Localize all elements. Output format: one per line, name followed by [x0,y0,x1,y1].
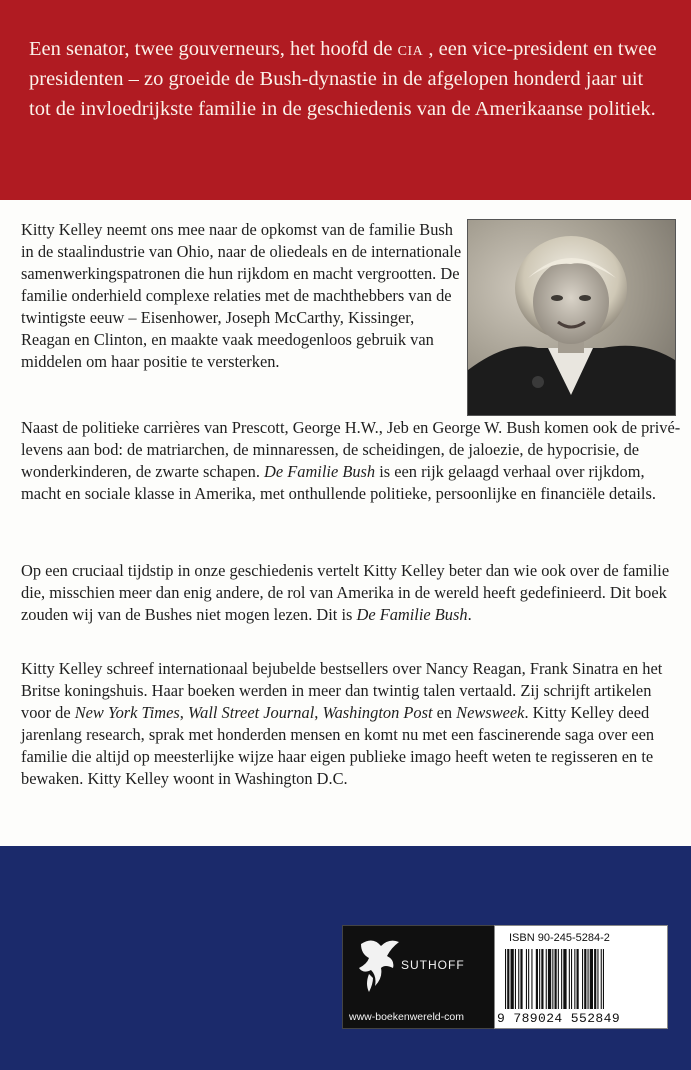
barcode-bar [561,949,562,1009]
barcode-bar [528,949,529,1009]
barcode-bar [603,949,604,1009]
publisher-url: www-boekenwereld-com [349,1011,464,1023]
publication-newsweek: Newsweek [456,703,525,722]
barcode-bar [590,949,593,1009]
barcode-bar [563,949,566,1009]
book-title: De Familie Bush [264,462,376,481]
barcode-bar [546,949,547,1009]
barcode-bar [536,949,538,1009]
author-photo [467,219,676,416]
book-title: De Familie Bush [356,605,468,624]
red-band [0,0,691,200]
publication-nyt: New York Times [74,703,180,722]
publication-wsj: Wall Street Journal [187,703,315,722]
blurb-text: Een senator, twee gouverneurs, het hoofd de cia , een vice-president en twee presidenten – zo groeide de Bush-dynastie in de afgelopen honderd jaar uit tot de invloedrijkste familie in de geschiedenis van de Amerikaanse politiek. [29,38,657,120]
barcode-bar [518,949,519,1009]
barcode-bar [511,949,514,1009]
barcode-bar [541,949,543,1009]
barcode-box [494,925,668,1029]
barcode-bar [507,949,509,1009]
barcode-bar [577,949,579,1009]
barcode-bar [574,949,575,1009]
barcode [505,949,657,1009]
barcode-bar [505,949,506,1009]
barcode-bar [515,949,516,1009]
barcode-bar [569,949,570,1009]
barcode-bar [531,949,532,1009]
barcode-bar [597,949,598,1009]
barcode-bar [520,949,522,1009]
isbn-label: ISBN 90-245-5284-2 [509,932,610,944]
publisher-box [342,925,495,1029]
barcode-bar [558,949,559,1009]
bird-icon [355,934,403,996]
barcode-bar [555,949,557,1009]
paragraph-prive-levens: Naast de politieke carrières van Prescott, George H.W., Jeb en George W. Bush komen ook de privé-levens aan bod: de matriarchen, de minnaressen, de scheidingen, de jaloezie, de hypocrisie, de wonderkinderen, de zwarte schapen. De Familie Bush is een rijk gelaagd verhaal over rijkdom, macht en sociale klasse in Amerika, met onthullende politieke, persoonlijke en financiële details. [21,418,681,503]
barcode-bar [526,949,527,1009]
barcode-bar [584,949,586,1009]
barcode-bar [588,949,589,1009]
paragraph-cruciaal-tijdstip: Op een cruciaal tijdstip in onze geschiedenis vertelt Kitty Kelley beter dan wie ook over de familie die, misschien meer dan enig andere, de rol van Amerika in de wereld heeft gedefinieerd. Dit boek zouden wij van de Bushes niet mogen lezen. Dit is De Familie Bush. [21,561,670,624]
publisher-name: SUTHOFF [401,958,465,972]
barcode-bar [594,949,596,1009]
barcode-bar [601,949,602,1009]
paragraph-opkomst: Kitty Kelley neemt ons mee naar de opkomst van de familie Bush in de staalindustrie van Ohio, naar de oliedeals en de internationale samenwerkingspatronen die hun rijkdom en macht vergrootten. De familie onderhield complexe relaties met de machthebbers van de twintigste eeuw – Eisenhower, Joseph McCarthy, Kissinger, Reagan en Clinton, en maakte vaak meedogenloos gebruik van middelen om haar positie te versterken. [21,220,462,371]
barcode-bar [539,949,540,1009]
paragraph-author-bio: Kitty Kelley schreef internationaal bejubelde bestsellers over Nancy Reagan, Frank Sinatra en het Britse koningshuis. Haar boeken werden in meer dan twintig talen vertaald. Zij schrijft artikelen voor de New York Times, Wall Street Journal, Washington Post en Newsweek. Kitty Kelley deed jarenlang research, sprak met honderden mensen en komt nu met een fascinerende saga over een familie die altijd op meesterlijke wijze haar eigen publieke imago heeft weten te regisseren en te bewaken. Kitty Kelley woont in Washington D.C. [21,659,663,788]
cia-abbreviation: cia [397,38,424,60]
publication-wp: Washington Post [322,703,433,722]
barcode-bar [582,949,583,1009]
barcode-bar [571,949,572,1009]
barcode-bar [548,949,551,1009]
ean-number: 9 789024 552849 [497,1011,621,1026]
barcode-bar [552,949,553,1009]
